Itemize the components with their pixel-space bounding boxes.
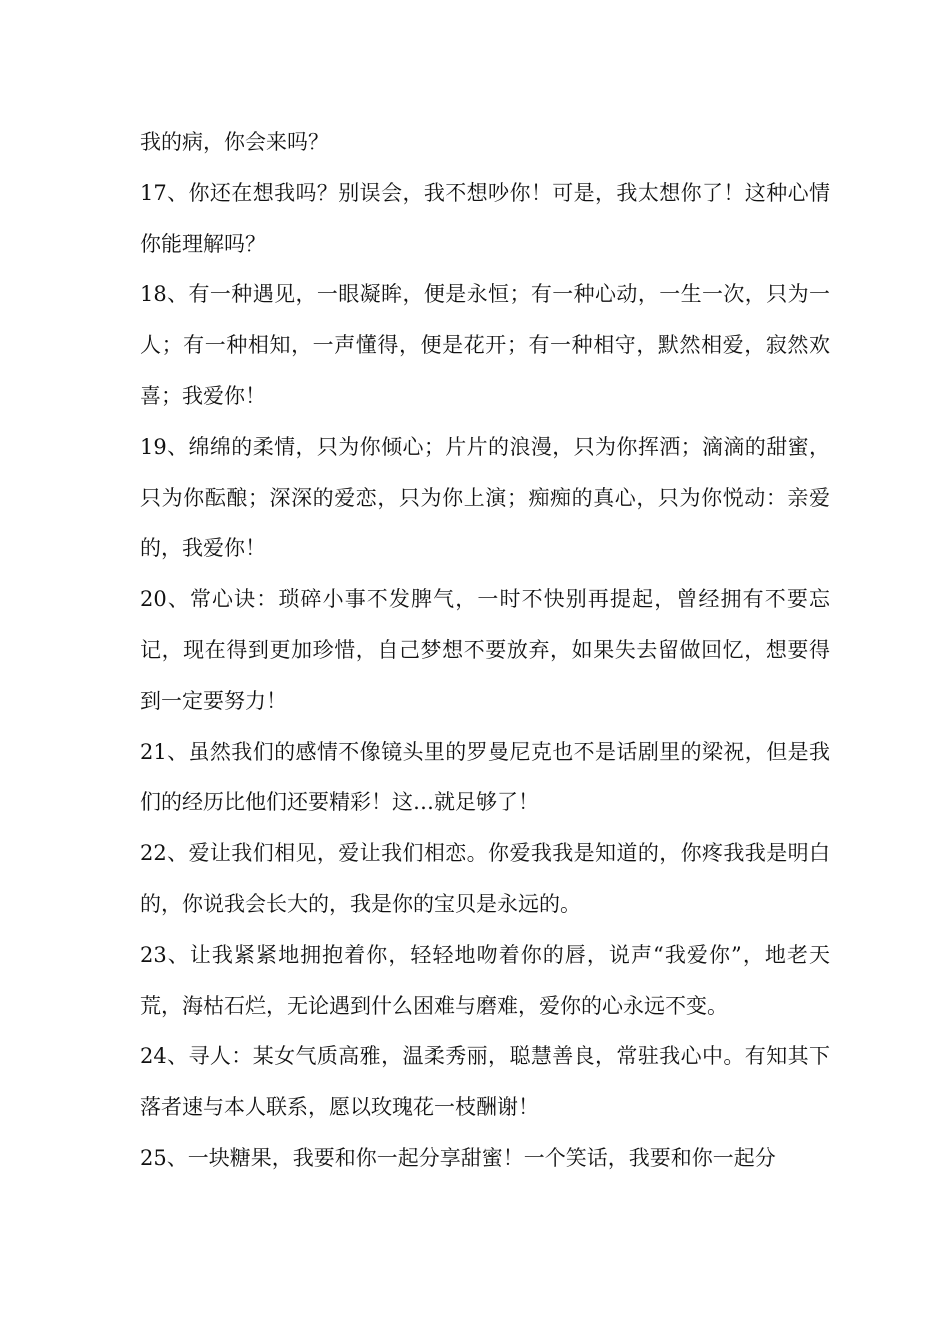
paragraph-24: 24、寻人：某女气质高雅，温柔秀丽，聪慧善良，常驻我心中。有知其下落者速与本人联系，愿以玫瑰花一枝酬谢！	[140, 1044, 830, 1120]
paragraph-continued: 我的病，你会来吗？	[140, 130, 329, 154]
paragraph-18: 18、有一种遇见，一眼凝眸，便是永恒；有一种心动，一生一次，只为一人；有一种相知，一声懂得，便是花开；有一种相守，默然相爱，寂然欢喜；我爱你！	[140, 282, 830, 408]
paragraph-25: 25、一块糖果，我要和你一起分享甜蜜！一个笑话，我要和你一起分	[140, 1145, 776, 1170]
paragraph-19: 19、绵绵的柔情，只为你倾心；片片的浪漫，只为你挥洒；滴滴的甜蜜，只为你酝酿；深深的爱恋，只为你上演；痴痴的真心，只为你悦动：亲爱的，我爱你！	[140, 434, 830, 561]
paragraph-21: 21、虽然我们的感情不像镜头里的罗曼尼克也不是话剧里的梁祝，但是我们的经历比他们还要精彩！这…就足够了！	[140, 739, 830, 815]
document-body	[140, 117, 830, 1184]
paragraph-17: 17、你还在想我吗？别误会，我不想吵你！可是，我太想你了！这种心情你能理解吗？	[140, 180, 830, 256]
paragraph-20: 20、常心诀：琐碎小事不发脾气，一时不快别再提起，曾经拥有不要忘记，现在得到更加珍惜，自己梦想不要放弃，如果失去留做回忆，想要得到一定要努力！	[140, 587, 830, 713]
paragraph-22: 22、爱让我们相见，爱让我们相恋。你爱我我是知道的，你疼我我是明白的，你说我会长大的，我是你的宝贝是永远的。	[140, 841, 830, 916]
paragraph-23: 23、让我紧紧地拥抱着你，轻轻地吻着你的唇，说声“我爱你”，地老天荒，海枯石烂，无论遇到什么困难与磨难，爱你的心永远不变。	[140, 942, 830, 1018]
